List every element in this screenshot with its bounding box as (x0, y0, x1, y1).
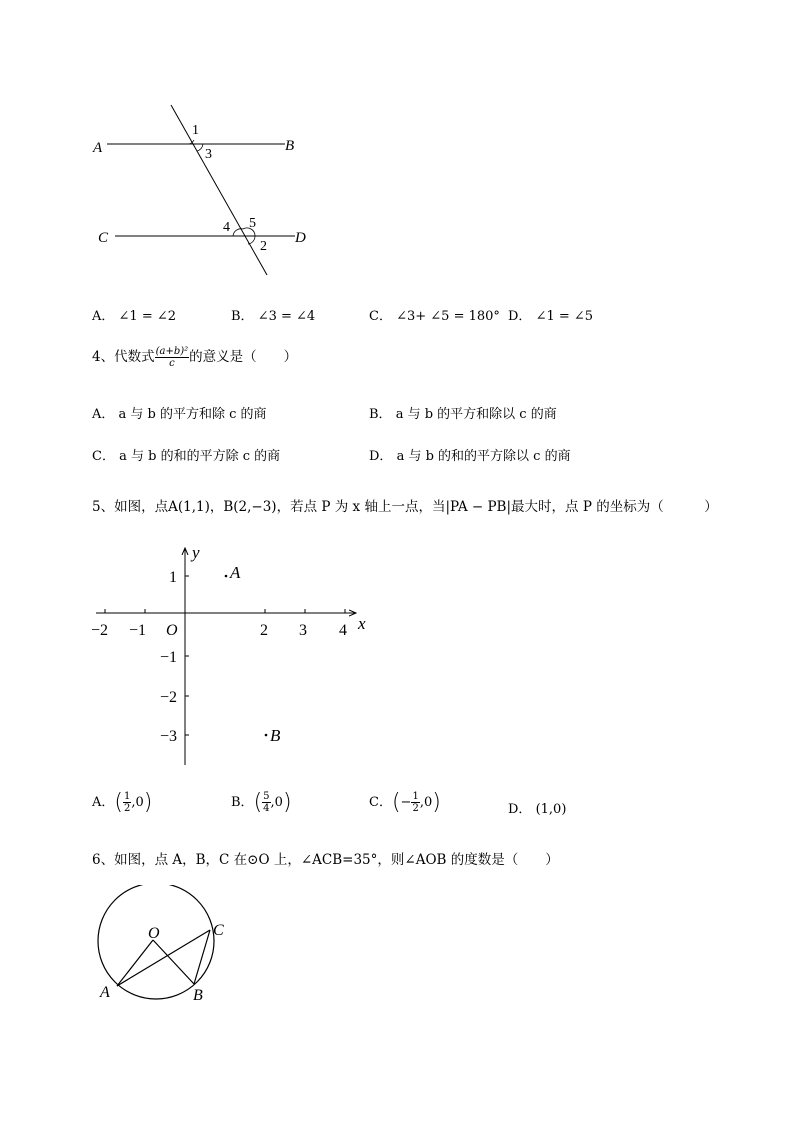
parallel-lines-figure (85, 95, 325, 285)
q4-option-d[interactable]: D． a 与 b 的和的平方除以 c 的商 (369, 449, 571, 464)
q3-option-c[interactable]: C． ∠3+ ∠5 = 180° (369, 309, 500, 324)
q5-option-b[interactable]: B．( $\frac{5}{4}$ ,0) (231, 790, 292, 815)
label-o: O (148, 925, 160, 942)
x-tick-label: −2 (91, 622, 109, 639)
label-4: 4 (223, 220, 230, 235)
label-b: B (285, 138, 295, 154)
label-b: B (193, 987, 203, 1004)
label-a: A (100, 984, 110, 1001)
label-2: 2 (260, 239, 267, 254)
q3-option-d[interactable]: D． ∠1 = ∠5 (508, 309, 594, 324)
q5-stem: 5、如图，点A(1,1)，B(2,−3)，若点 P 为 x 轴上一点，当|PA − PB|最大时，点 P 的坐标为（ ） (92, 499, 718, 515)
y-tick-label: −3 (160, 728, 178, 745)
label-1: 1 (192, 123, 199, 138)
circle-figure (90, 885, 240, 1010)
point-b-label: B (270, 726, 281, 745)
y-tick-label: 1 (169, 569, 177, 586)
label-5: 5 (249, 216, 256, 231)
x-tick-label: 2 (260, 622, 268, 639)
point-b (265, 734, 268, 737)
q3-option-a[interactable]: A． ∠1 = ∠2 (92, 309, 177, 324)
q3-option-b[interactable]: B． ∠3 = ∠4 (231, 309, 316, 324)
label-a: A (93, 140, 103, 156)
angle-arc-3 (197, 144, 203, 151)
point-a-label: A (230, 563, 241, 582)
x-tick-label: 4 (339, 622, 347, 639)
q4-stem: 4、代数式 $\frac{\text{(a+b)²}}{c}$ 的意义是（ ） (92, 346, 298, 369)
q5-option-a[interactable]: A．( $\frac{1}{2}$ ,0) (92, 790, 153, 815)
q5-option-d[interactable]: D． (1,0) (508, 802, 567, 817)
segment-oa (117, 940, 153, 986)
y-tick-label: −2 (160, 689, 178, 706)
label-3: 3 (205, 147, 212, 162)
label-c: C (98, 230, 109, 246)
origin-label: O (166, 622, 178, 639)
x-axis-label: x (358, 614, 366, 633)
label-d: D (295, 230, 306, 246)
q4-fraction: $\frac{\text{(a+b)²}}{c}$ (155, 346, 189, 369)
point-a (225, 575, 228, 578)
label-c: C (213, 922, 224, 939)
y-tick-label: −1 (160, 649, 178, 666)
q5-option-c[interactable]: C．(− $\frac{1}{2}$ ,0) (369, 790, 441, 815)
coordinate-plane-figure (88, 543, 378, 773)
transversal-line (171, 105, 267, 275)
q6-stem: 6、如图，点 A，B，C 在⊙O 上，∠ACB=35°，则∠AOB 的度数是（ ） (92, 852, 559, 868)
x-tick-label: 3 (299, 622, 307, 639)
y-axis-label: y (192, 543, 200, 562)
q4-option-b[interactable]: B． a 与 b 的平方和除以 c 的商 (369, 407, 557, 422)
segment-ob (153, 940, 194, 984)
x-tick-label: −1 (129, 622, 147, 639)
circle-o (98, 885, 214, 999)
q4-option-c[interactable]: C． a 与 b 的和的平方除 c 的商 (92, 449, 281, 464)
q4-option-a[interactable]: A． a 与 b 的平方和除 c 的商 (92, 407, 267, 422)
